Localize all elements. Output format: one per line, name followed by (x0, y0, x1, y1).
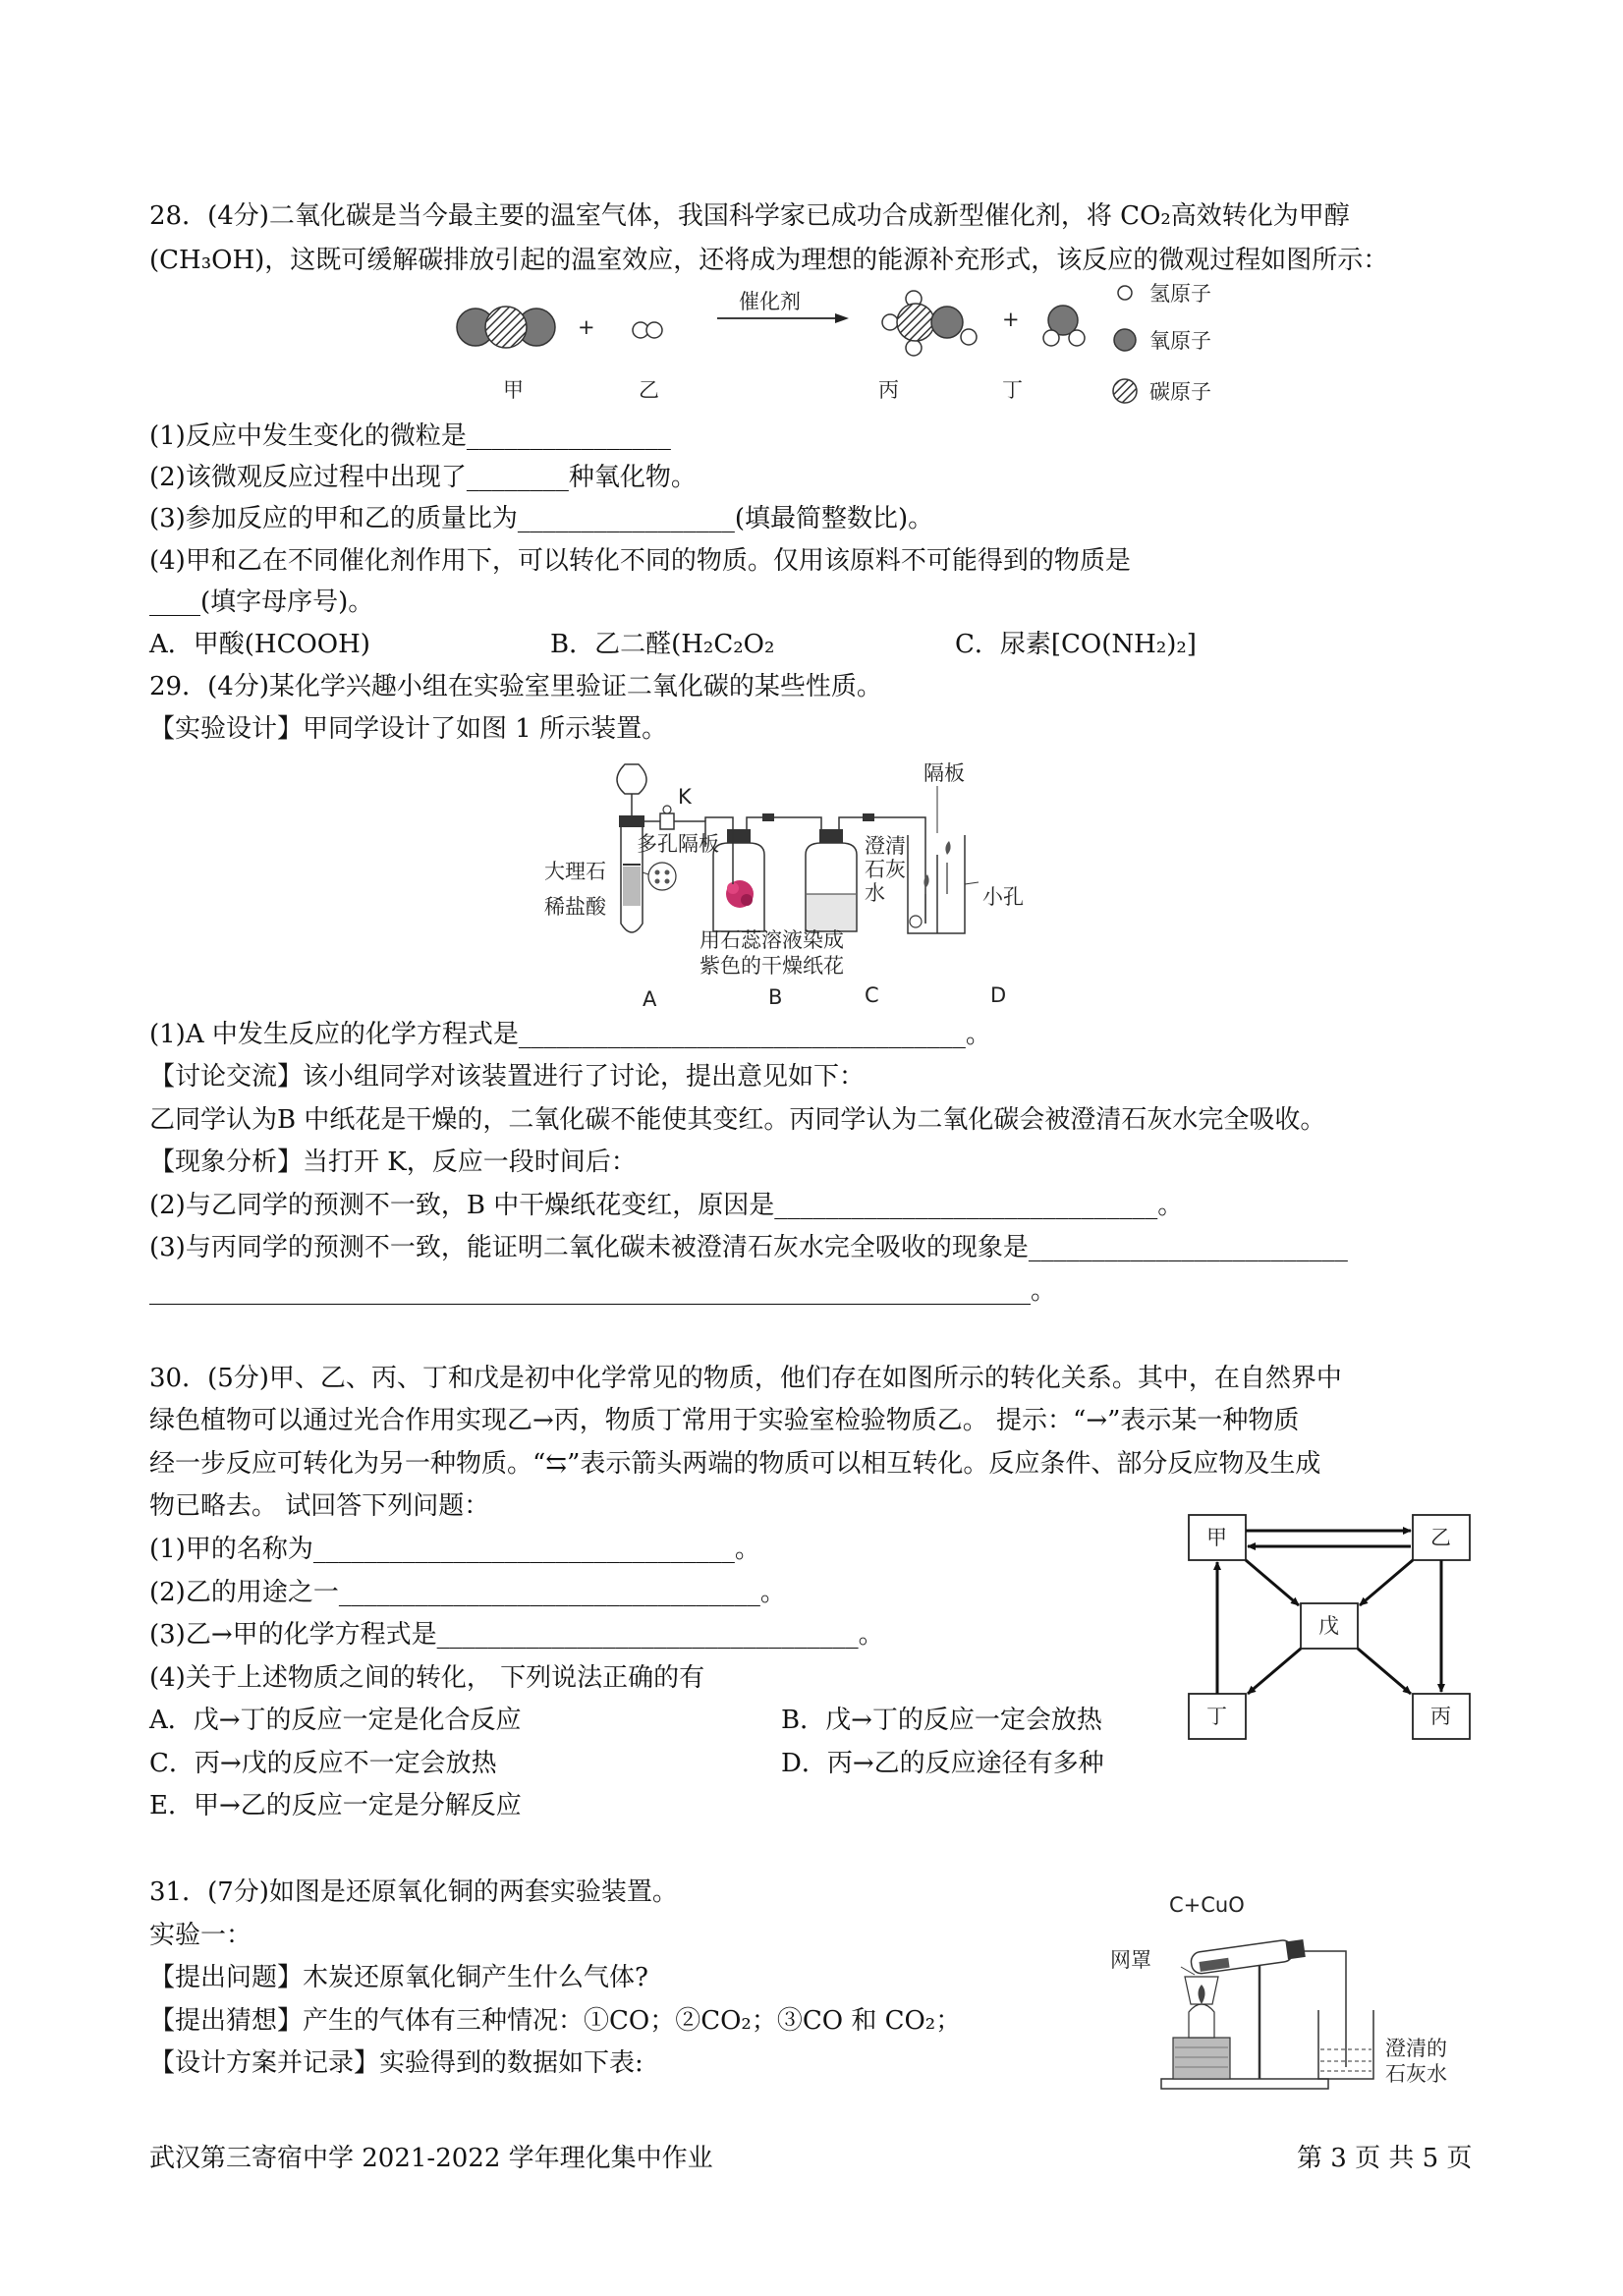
q28-sub-1: (1)反应中发生变化的微粒是________________ (149, 421, 671, 451)
apparatus-b (713, 829, 764, 931)
q30-option-b: B．戊→丁的反应一定会放热 (781, 1706, 1102, 1735)
q30-line-1: 30．(5分)甲、乙、丙、丁和戊是初中化学常见的物质，他们存在如图所示的转化关系。其中，在自然界中 (149, 1364, 1342, 1393)
footer-school: 武汉第三寄宿中学 2021-2022 学年理化集中作业 (149, 2144, 713, 2173)
q28-line-2: (CH₃OH)，这既可缓解碳排放引起的温室效应，还将成为理想的能源补充形式，该反应的微观过程如图所示： (149, 246, 1389, 275)
q31-line-1: 31．(7分)如图是还原氧化铜的两套实验装置。 (149, 1877, 678, 1907)
apparatus-d (908, 835, 965, 933)
q29-sub-2: (2)与乙同学的预测不一致，B 中干燥纸花变红，原因是______________________________。 (149, 1191, 1184, 1220)
q30-line-3: 经一步反应可转化为另一种物质。“⇆”表示箭头两端的物质可以相互转化。反应条件、部分反应物及生成 (149, 1449, 1321, 1479)
atom-legend (1113, 286, 1137, 403)
acid-label: 稀盐酸 (544, 895, 606, 919)
plus-sign-1: + (578, 315, 595, 339)
q29-sub-1: (1)A 中发生反应的化学方程式是___________________________________。 (149, 1020, 991, 1049)
q29-apparatus-figure (540, 756, 1091, 1012)
q28-sub-4b: ____(填字母序号)。 (149, 588, 374, 617)
q30-line-4: 物已略去。 试回答下列问题： (149, 1491, 490, 1521)
reaction-arrow (717, 313, 849, 323)
q30-transformation-diagram (1179, 1511, 1493, 1747)
q29-discussion-heading: 【讨论交流】该小组同学对该装置进行了讨论，提出意见如下： (149, 1062, 866, 1092)
label-jia: 甲 (503, 378, 524, 402)
q28-option-b: B．乙二醛(H₂C₂O₂ (550, 630, 775, 659)
diagram-ding: 丁 (1206, 1705, 1227, 1728)
flower-label-2: 紫色的干燥纸花 (700, 954, 844, 978)
marble-label: 大理石 (544, 860, 606, 883)
lime-label-1: 澄清的 (1385, 2037, 1447, 2060)
valve-k-label: K (678, 785, 692, 809)
water-molecule (1043, 306, 1085, 346)
small-hole-label: 小孔 (982, 885, 1024, 909)
q31-line-3: 【提出问题】木炭还原氧化铜产生什么气体? (149, 1963, 648, 1992)
diagram-wu: 戊 (1318, 1614, 1339, 1638)
q30-option-d: D．丙→乙的反应途径有多种 (781, 1749, 1104, 1778)
lime-label-2: 石灰水 (1385, 2062, 1447, 2086)
q30-option-e: E．甲→乙的反应一定是分解反应 (149, 1791, 522, 1820)
q29-line-2: 【实验设计】甲同学设计了如图 1 所示装置。 (149, 714, 668, 744)
lime-label-2: 石灰 (865, 858, 906, 881)
label-bing: 丙 (878, 378, 899, 402)
q28-sub-2: (2)该微观反应过程中出现了________种氧化物。 (149, 463, 697, 492)
q30-option-c: C．丙→戊的反应不一定会放热 (149, 1749, 497, 1778)
q30-sub-1: (1)甲的名称为_________________________________。 (149, 1535, 760, 1564)
q28-sub-3: (3)参加反应的甲和乙的质量比为_________________(填最简整数比)。 (149, 504, 934, 533)
q31-line-2: 实验一： (149, 1921, 252, 1950)
diagram-jia: 甲 (1206, 1526, 1227, 1549)
diagram-yi: 乙 (1430, 1526, 1451, 1549)
q30-sub-4: (4)关于上述物质之间的转化， 下列说法正确的有 (149, 1663, 705, 1693)
label-c: C (865, 983, 879, 1007)
q30-line-2: 绿色植物可以通过光合作用实现乙→丙，物质丁常用于实验室检验物质乙。 提示：“→”表示某一种物质 (149, 1406, 1300, 1435)
q28-sub-4a: (4)甲和乙在不同催化剂作用下，可以转化不同的物质。仅用该原料不可能得到的物质是 (149, 546, 1131, 576)
lime-label-1: 澄清 (865, 834, 906, 858)
label-b: B (768, 985, 783, 1009)
plus-sign-2: + (1002, 308, 1020, 331)
q31-line-4: 【提出猜想】产生的气体有三种情况：①CO；②CO₂；③CO 和 CO₂； (149, 2006, 962, 2036)
partition-label: 隔板 (923, 761, 965, 785)
footer-page-number: 第 3 页 共 5 页 (1297, 2144, 1473, 2173)
q29-sub-3-continued: _____________________________________________________________________。 (149, 1276, 1056, 1306)
q31-reduction-apparatus (1110, 1894, 1493, 2100)
porous-partition-label: 多孔隔板 (637, 832, 719, 856)
co2-molecule (457, 307, 555, 348)
label-a: A (643, 987, 657, 1011)
h2-molecule (633, 322, 662, 338)
mesh-label: 网罩 (1110, 1948, 1151, 1972)
q28-option-c: C．尿素[CO(NH₂)₂] (955, 630, 1197, 659)
q29-sub-3: (3)与丙同学的预测不一致，能证明二氧化碳未被澄清石灰水完全吸收的现象是_________________________ (149, 1233, 1348, 1262)
apparatus-c (806, 829, 857, 931)
q28-option-a: A．甲酸(HCOOH) (149, 630, 370, 659)
flower-label-1: 用石蕊溶液染成 (700, 928, 844, 952)
reagent-label: C+CuO (1169, 1894, 1245, 1917)
lime-label-3: 水 (865, 881, 885, 905)
label-yi: 乙 (639, 378, 659, 402)
legend-hydrogen: 氢原子 (1149, 283, 1211, 306)
q31-line-5: 【设计方案并记录】实验得到的数据如下表: (149, 2048, 644, 2078)
q28-molecule-figure (432, 283, 1238, 420)
q30-sub-3: (3)乙→甲的化学方程式是_________________________________。 (149, 1620, 884, 1650)
legend-oxygen: 氧原子 (1149, 329, 1211, 353)
catalyst-label: 催化剂 (739, 290, 801, 313)
q29-phenomenon-heading: 【现象分析】当打开 K，反应一段时间后： (149, 1148, 637, 1177)
diagram-bing: 丙 (1430, 1705, 1451, 1728)
q28-line-1: 28．(4分)二氧化碳是当今最主要的温室气体，我国科学家已成功合成新型催化剂，将 CO₂高效转化为甲醇 (149, 201, 1350, 231)
q30-sub-2: (2)乙的用途之一_________________________________。 (149, 1578, 786, 1607)
q30-option-a: A．戊→丁的反应一定是化合反应 (149, 1706, 522, 1735)
label-ding: 丁 (1002, 378, 1023, 402)
q29-line-1: 29．(4分)某化学兴趣小组在实验室里验证二氧化碳的某些性质。 (149, 672, 882, 701)
legend-carbon: 碳原子 (1149, 380, 1211, 404)
label-d: D (990, 983, 1007, 1007)
q29-discussion-body: 乙同学认为B 中纸花是干燥的，二氧化碳不能使其变红。丙同学认为二氧化碳会被澄清石灰水完全吸收。 (149, 1105, 1326, 1135)
methanol-molecule (882, 291, 977, 356)
